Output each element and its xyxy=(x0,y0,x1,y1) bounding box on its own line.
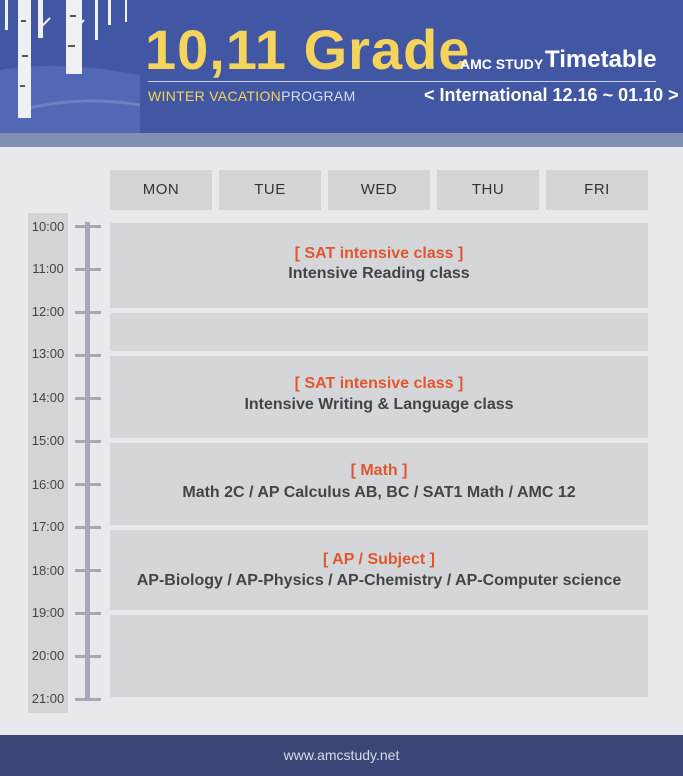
schedule-block-sat-writing xyxy=(110,356,648,438)
time-label: 14:00 xyxy=(31,390,65,405)
time-label: 18:00 xyxy=(31,563,65,578)
birch-trees-illustration xyxy=(0,0,140,133)
time-tick xyxy=(75,268,101,271)
schedule-block-math xyxy=(110,443,648,525)
time-axis xyxy=(85,222,90,700)
time-tick xyxy=(75,526,101,529)
header-stripe xyxy=(0,133,683,147)
block-subtitle: Intensive Reading class xyxy=(288,265,470,282)
day-header-fri: FRI xyxy=(546,170,648,210)
block-subtitle: AP-Biology / AP-Physics / AP-Chemistry / AP-Computer science xyxy=(136,572,622,589)
time-tick xyxy=(75,354,101,357)
time-label: 20:00 xyxy=(31,648,65,663)
time-tick xyxy=(75,440,101,443)
program-label-light: PROGRAM xyxy=(281,88,356,104)
time-tick xyxy=(75,698,101,701)
time-label: 13:00 xyxy=(31,346,65,361)
block-subtitle: Intensive Writing & Language class xyxy=(244,396,514,413)
program-label xyxy=(148,88,356,104)
time-tick xyxy=(75,311,101,314)
block-title: [ SAT intensive class ] xyxy=(294,375,464,392)
time-tick xyxy=(75,655,101,658)
time-label: 17:00 xyxy=(31,519,65,534)
block-title: [ Math ] xyxy=(350,462,408,479)
program-label-bold: WINTER VACATION xyxy=(148,88,282,104)
website-link[interactable]: www.amcstudy.net xyxy=(283,747,400,763)
header-banner xyxy=(0,0,683,133)
time-tick xyxy=(75,225,101,228)
time-tick xyxy=(75,397,101,400)
time-tick xyxy=(75,612,101,615)
time-label: 15:00 xyxy=(31,433,65,448)
brand-label: AMC STUDY xyxy=(460,56,544,72)
footer xyxy=(0,735,683,776)
title-divider xyxy=(148,81,656,82)
schedule-block-ap-subject xyxy=(110,530,648,610)
timetable-label: Timetable xyxy=(545,46,657,73)
schedule-block-evening xyxy=(110,615,648,697)
time-column xyxy=(28,213,68,713)
schedule-block-sat-reading xyxy=(110,223,648,308)
schedule-block-lunch xyxy=(110,313,648,351)
time-label: 12:00 xyxy=(31,304,65,319)
time-label: 21:00 xyxy=(31,691,65,706)
time-label: 10:00 xyxy=(31,219,65,234)
block-subtitle: Math 2C / AP Calculus AB, BC / SAT1 Math / AMC 12 xyxy=(182,484,576,501)
time-label: 19:00 xyxy=(31,605,65,620)
day-header-tue: TUE xyxy=(219,170,321,210)
day-header-mon: MON xyxy=(110,170,212,210)
time-tick xyxy=(75,483,101,486)
day-header-thu: THU xyxy=(437,170,539,210)
period-label: < International 12.16 ~ 01.10 > xyxy=(424,85,679,105)
block-title: [ SAT intensive class ] xyxy=(294,245,464,262)
block-title: [ AP / Subject ] xyxy=(322,551,435,568)
day-header-wed: WED xyxy=(328,170,430,210)
time-label: 11:00 xyxy=(32,261,64,276)
grade-title: 10,11 Grade xyxy=(145,18,471,81)
time-label: 16:00 xyxy=(31,477,65,492)
time-tick xyxy=(75,569,101,572)
